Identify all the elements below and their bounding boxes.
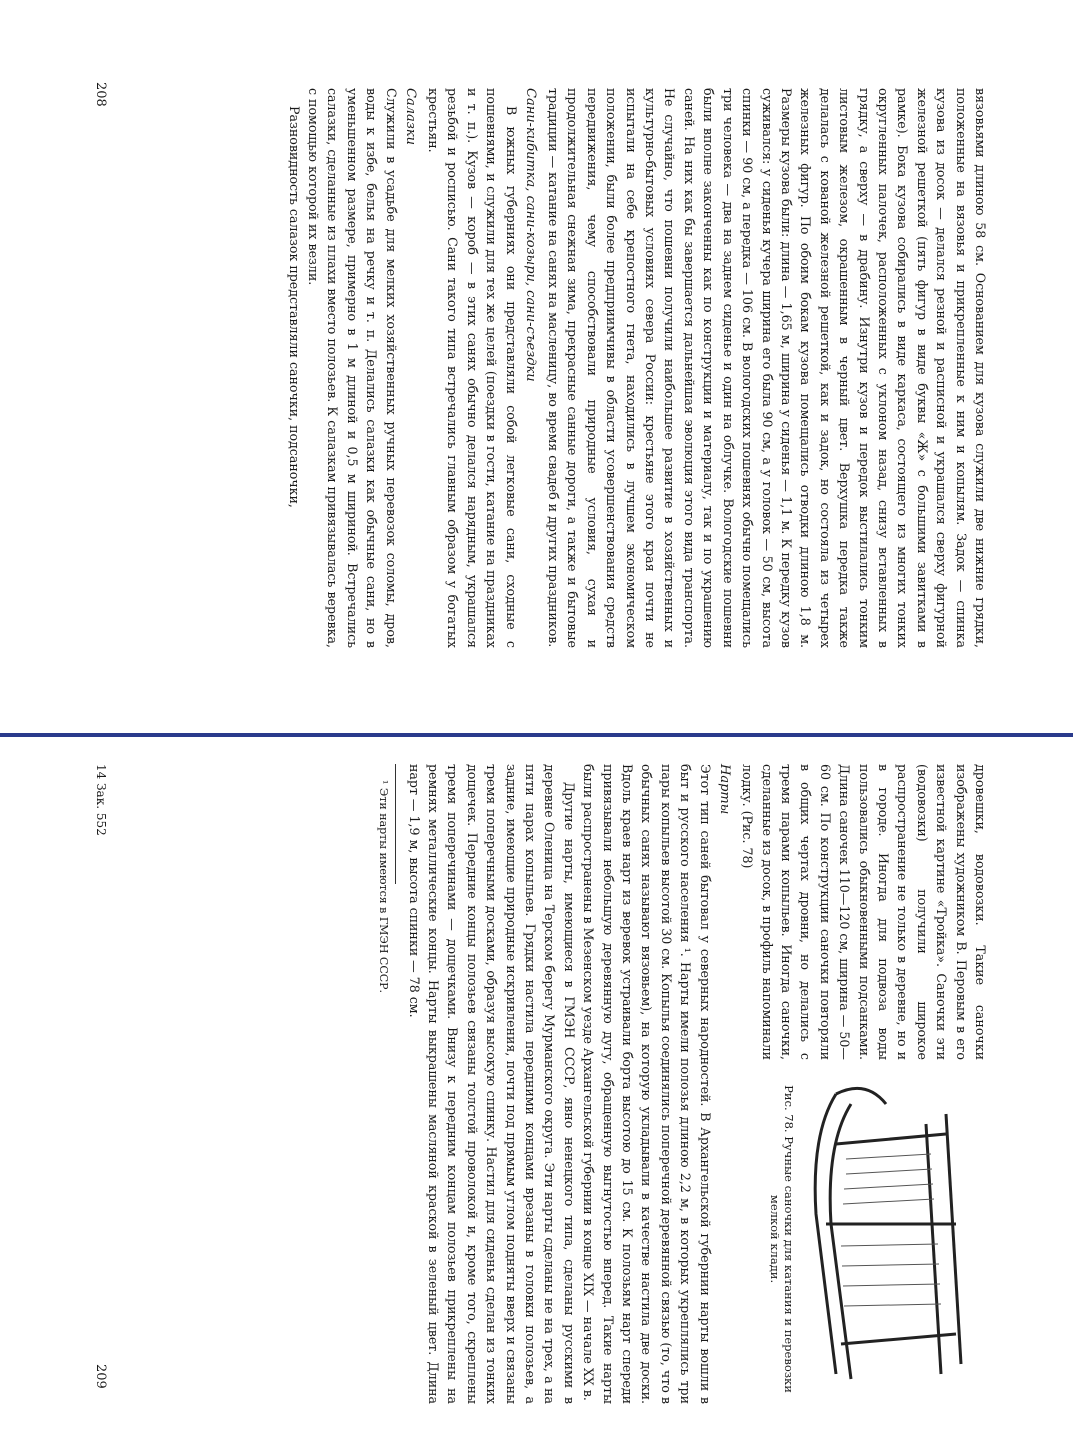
figure-78: [756, 1074, 986, 1404]
figure-78-caption: Рис. 78. Ручные саночки для катания и перевозки мелкой клади.: [768, 1085, 796, 1393]
page-209-text-column: [376, 764, 990, 1404]
page-208-paragraph-3: Служили в усадьбе для мелких хозяйственных ручных перевозок соломы, дров, воды к избе, белья на речку и т. п. Делались салазки как обычные сани, но в уменьшенном размере, примерно в 1 м длиной и 0,5 м шириной. Встречались салазки, сделанные из плахи вместо полозьев. К салазкам привязывалась веревка, с помощью которой их везли.: [306, 88, 399, 648]
page-208-text-column: [284, 88, 990, 648]
heading-sani-kibitka: Сани-кибитка, сани-козыри, сани-съездки: [522, 88, 538, 382]
page-208-paragraph-2: В южных губерниях они представляли собой легковые сани, сходные с пошевнями, и служили для тех же целей (поездки в гости, катание на праздниках и т. п.). Кузов — короб — в этих санях обычно делался нарядным, украшался резьбой и росписью. Сани такого типа встречались главным образом у богатых крестьян.: [426, 88, 519, 648]
page-number-208: 208: [93, 82, 108, 107]
page-209-scan: [0, 737, 1073, 1453]
footnote: ¹ Эти нарты имеются в ГМЭН СССР.: [377, 780, 391, 994]
page-number-209: 209: [93, 1364, 108, 1389]
page-209-paragraph-2: Этот тип саней бытовал у северных народностей. В Архангельской губернии нарты вошли в быт и русского населения ¹. Нарты имели полозья длиною 2,2 м, в которых укреплялись три пары копыльев высотой 30 см. Копылья соединялись поперечной деревянной связью (то, что в обычных санях называют вязовьем), на которую укладывали в качестве настила две доски. Вдоль краев нарт из веревок устраивали борта высотою до 15 см. К полозьям нарт спереди привязывали небольшую деревянную дугу, обращенную выгнутостью вперед. Такие нарты были распространены в Мезенском уезде Архангельской губернии в конце XIX — начале XX в.: [581, 764, 713, 1404]
page-209: [90, 764, 990, 1404]
page-209-paragraph-1: дровешки, водовозки. Такие саночки изображены художником В. Перовым в его известной картине «Тройка». Саночки эти (водовозки) получили широкое распространение не только в деревне, но и в городе. Иногда для подвоза воды пользовались обыкновенными подсанками. Длина саночек 110—120 см, ширина — 50—60 см. По конструкции саночки повторяли в общих чертах дровни, но делались с тремя парами копыльев. Иногда саночки, сделанные из досок, в профиль напоминали лодку. (Рис. 78): [740, 764, 988, 1060]
sled-illustration: [796, 1074, 986, 1404]
heading-narty: Нарты: [716, 764, 732, 815]
page-209-paragraph-3: Другие нарты, имеющиеся в ГМЭН СССР, явно ненецкого типа, сделаны русскими в деревне Оленица на Терском берегу Мурманского округа. Эти нарты сделаны не на трех, а на пяти парах копыльев. Грядки настила передними концами врезаны в головки полозьев, а задние, имеющие природные искривления, почти под прямым углом подняты вверх и связаны тремя поперечными досками, образуя высокую спинку. Настил для сиденья сделан из тонких дощечек. Передние концы полозьев связаны толстой проволокой и, кроме того, скреплены тремя поперечинами — дощечками. Внизу к передним концам полозьев прикреплены на ремнях металлические концы. Нарты выкрашены масляной краской в зеленый цвет. Длина нарт — 1,9 м, высота спинки — 78 см.: [406, 764, 577, 1404]
printer-signature: 14 Зак. 552: [94, 764, 108, 836]
page-208-paragraph-4: Разновидность салазок представляли саночки, подсаночки,: [286, 106, 302, 508]
page-208-paragraph-1: вязовьями длиною 58 см. Основанием для кузова служили две нижние грядки, положенные на вязовья и прикрепленные к ним и копылям. Задок — спинка кузова из досок — делался резной и расписной и украшался сверху фигурной железной решеткой (пять фигур в виде буквы «Ж» с большими завитками в рамке). Бока кузова собирались в виде каркаса, состоящего из многих тонких округленных палочек, расположенных с уклоном назад, снизу вставленных в грядку, а сверху — в драбину. Изнутри кузов и передок выстилались тонким листовым железом, окрашенным в черный цвет. Верхушка передка также делалась с ковaной железной решеткой, как и задок, но состояла из четырех железных фигур. По обоим бокам кузова помещались отводки длиною 1,8 м. Размеры кузова были: длина — 1,65 м, ширина у сиденья — 1,1 м. К передку кузов суживался: у сиденья кучера ширина его была 90 см, а у головок — 50 см, высота спинки — 90 см, а передка — 106 см. В вологодских пошевнях обычно помещались три человека — два на заднем сиденье и один на облучке. Вологодские пошевни были вполне законченны как по конструкции и материалу, так и по украшению саней. На них как бы завершается дальнейшая эволюция этого вида транспорта. Не случайно, что пошевни получили наибольшее развитие в хозяйственных и культурно-бытовых условиях севера России: крестьяне этого края почти не испытали на себе крепостного гнета, находились в лучшем экономическом положении, были более предприимчивы в области усовершенствования средств передвижения, чему способствовали природные условия, сухая и продолжительная снежная зима, прекрасные санные дороги, а также и бытовые традиции — катание на санях на масленицу, во время свадеб и других праздников.: [546, 88, 988, 648]
page-208: [90, 82, 990, 658]
heading-salazki: Салазки: [402, 88, 418, 145]
footnote-rule: [395, 764, 396, 884]
